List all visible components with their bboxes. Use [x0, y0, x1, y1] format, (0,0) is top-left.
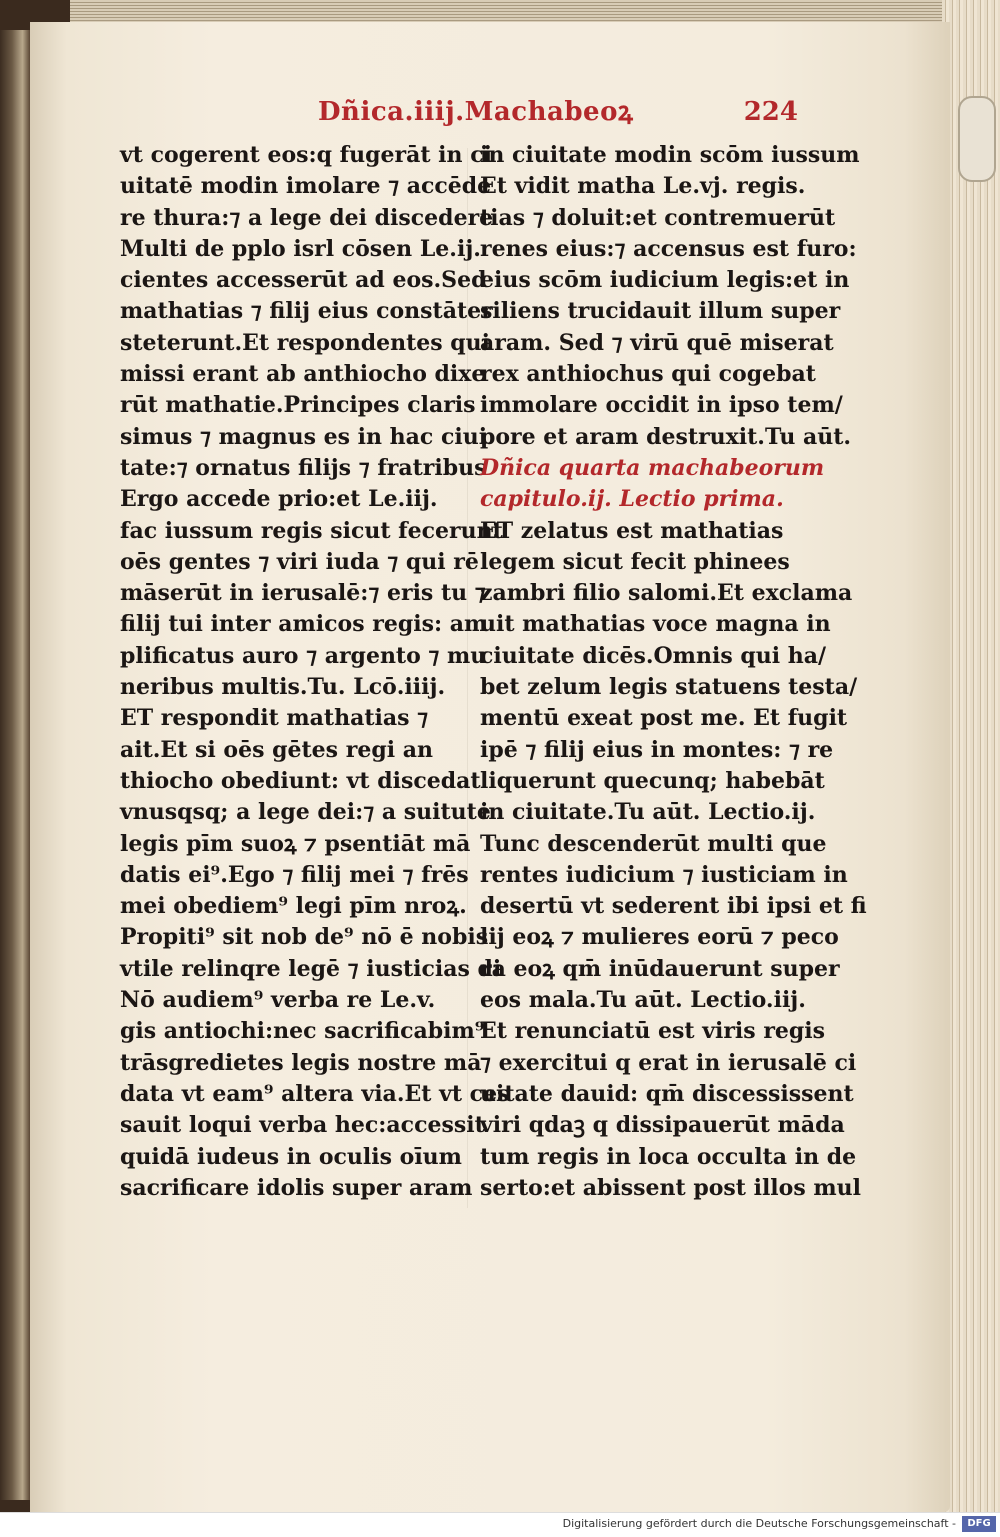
text-line: Nō audiem⁹ verba re Le.v.	[120, 987, 436, 1014]
text-line: thiocho obediunt: vt discedat	[120, 767, 481, 794]
text-line: Propiti⁹ sit nob de⁹ nō ē nobis	[120, 924, 489, 951]
folio-number: 224	[743, 97, 798, 127]
text-line: Ergo accede prio:et Le.iij.	[120, 486, 438, 513]
text-line: oēs gentes ⁊ viri iuda ⁊ qui rē	[120, 548, 479, 575]
text-line: desertū vt sederent ibi ipsi et fi	[480, 893, 867, 920]
text-line: rex anthiochus qui cogebat	[480, 361, 816, 388]
facing-page-edge	[0, 30, 30, 1500]
text-line: lij eoꝝ ⁊ mulieres eorū ⁊ peco	[480, 924, 839, 951]
text-line: uitatē modin imolare ⁊ accēde	[120, 173, 492, 200]
text-line: simus ⁊ magnus es in hac ciui	[120, 423, 488, 450]
text-line: neribus multis.Tu. Lcō.iiij.	[120, 674, 446, 701]
right-text-column	[480, 140, 867, 1204]
rubric-line: capitulo.ij. Lectio prima.	[480, 486, 784, 513]
text-line: bet zelum legis statuens testa/	[480, 674, 858, 701]
text-line: vnusqsq; a lege dei:⁊ a suitute	[120, 799, 491, 826]
text-line: filij tui inter amicos regis: am	[120, 611, 488, 638]
text-line: mathatias ⁊ filij eius constāter	[120, 298, 493, 325]
text-line: quidā iudeus in oculis oīum	[120, 1143, 462, 1170]
text-line: siliens trucidauit illum super	[480, 298, 841, 325]
text-line: datis ei⁹.Ego ⁊ filij mei ⁊ frēs	[120, 861, 469, 888]
text-line: plificatus auro ⁊ argento ⁊ mu	[120, 642, 487, 669]
text-line: sacrificare idolis super aram	[120, 1174, 473, 1201]
page-clip	[958, 96, 996, 182]
text-line: tate:⁊ ornatus filijs ⁊ fratribus	[120, 454, 487, 481]
text-line: vt cogerent eos:q fugerāt in ci	[120, 142, 492, 168]
text-line: zambri filio salomi.Et exclama	[480, 580, 853, 607]
text-line: ⁊ exercitui q erat in ierusalē ci	[480, 1049, 857, 1076]
funding-credit: Digitalisierung gefördert durch die Deutsche Forschungsgemeinschaft -	[562, 1517, 956, 1530]
text-line: sauit loqui verba hec:accessit	[120, 1112, 485, 1139]
rubric-line: Dñica quarta machabeorum	[480, 454, 825, 481]
text-line: Et renunciatū est viris regis	[480, 1018, 826, 1045]
text-line: missi erant ab anthiocho dixe	[120, 361, 486, 388]
text-line: ra eoꝝ qm̄ inūdauerunt super	[480, 955, 840, 982]
text-line: in ciuitate.Tu aūt. Lectio.ij.	[480, 799, 816, 826]
text-line: uitate dauid: qm̄ discessissent	[480, 1080, 854, 1107]
text-line: pore et aram destruxit.Tu aūt.	[480, 423, 852, 450]
text-line: serto:et abissent post illos mul	[480, 1174, 862, 1201]
running-head: Dñica.iiij.Machabeoꝝ	[318, 97, 634, 127]
text-line: data vt eam⁹ altera via.Et vt ces	[120, 1080, 510, 1107]
right-page-edges	[942, 0, 1000, 1512]
text-line: fac iussum regis sicut fecerunt	[120, 517, 503, 544]
text-line: ET zelatus est mathatias	[480, 517, 784, 544]
text-line: tias ⁊ doluit:et contremuerūt	[480, 204, 836, 231]
text-line: ipē ⁊ filij eius in montes: ⁊ re	[480, 736, 834, 763]
text-line: Tunc descenderūt multi que	[480, 830, 827, 857]
text-line: liquerunt quecunq; habebāt	[480, 767, 825, 794]
text-line: mei obediem⁹ legi pīm nroꝝ.	[120, 893, 467, 920]
dfg-logo-icon: DFG	[962, 1516, 996, 1532]
text-line: steterunt.Et respondentes qui	[120, 329, 491, 356]
text-line: gis antiochi:nec sacrificabim⁹	[120, 1018, 485, 1045]
text-line: Multi de pplo isrl cōsen Le.ij.	[120, 235, 481, 262]
text-line: vtile relinqre legē ⁊ iusticias di	[120, 955, 502, 982]
text-line: aram. Sed ⁊ virū quē miserat	[480, 329, 834, 356]
text-line: ait.Et si oēs gētes regi an	[120, 736, 433, 763]
text-line: tum regis in loca occulta in de	[480, 1143, 857, 1170]
text-line: legis pīm suoꝝ ⁊ psentiāt mā	[120, 830, 471, 857]
text-line: mentū exeat post me. Et fugit	[480, 705, 848, 732]
text-line: māserūt in ierusalē:⁊ eris tu ⁊	[120, 580, 486, 607]
text-line: in ciuitate modin scōm iussum	[480, 142, 860, 168]
text-line: ET respondit mathatias ⁊	[120, 705, 429, 732]
text-line: immolare occidit in ipso tem/	[480, 392, 843, 419]
text-line: Et vidit matha Le.vj. regis.	[480, 173, 806, 200]
text-line: trāsgredietes legis nostre mā	[120, 1049, 482, 1076]
text-line: legem sicut fecit phinees	[480, 548, 790, 575]
text-line: renes eius:⁊ accensus est furo:	[480, 235, 857, 262]
text-line: cientes accesserūt ad eos.Sed	[120, 267, 487, 294]
text-line: rūt mathatie.Principes claris	[120, 392, 476, 419]
text-line: uit mathatias voce magna in	[480, 611, 831, 638]
text-line: eius scōm iudicium legis:et in	[480, 267, 850, 294]
text-line: re thura:⁊ a lege dei discedere	[120, 204, 494, 231]
left-text-column	[120, 140, 510, 1204]
digitization-footer	[0, 1512, 1000, 1537]
text-line: rentes iudicium ⁊ iusticiam in	[480, 861, 848, 888]
text-line: ciuitate dicēs.Omnis qui ha/	[480, 642, 827, 669]
text-line: viri qdaꝫ q dissipauerūt māda	[480, 1112, 845, 1139]
text-line: eos mala.Tu aūt. Lectio.iij.	[480, 987, 806, 1014]
